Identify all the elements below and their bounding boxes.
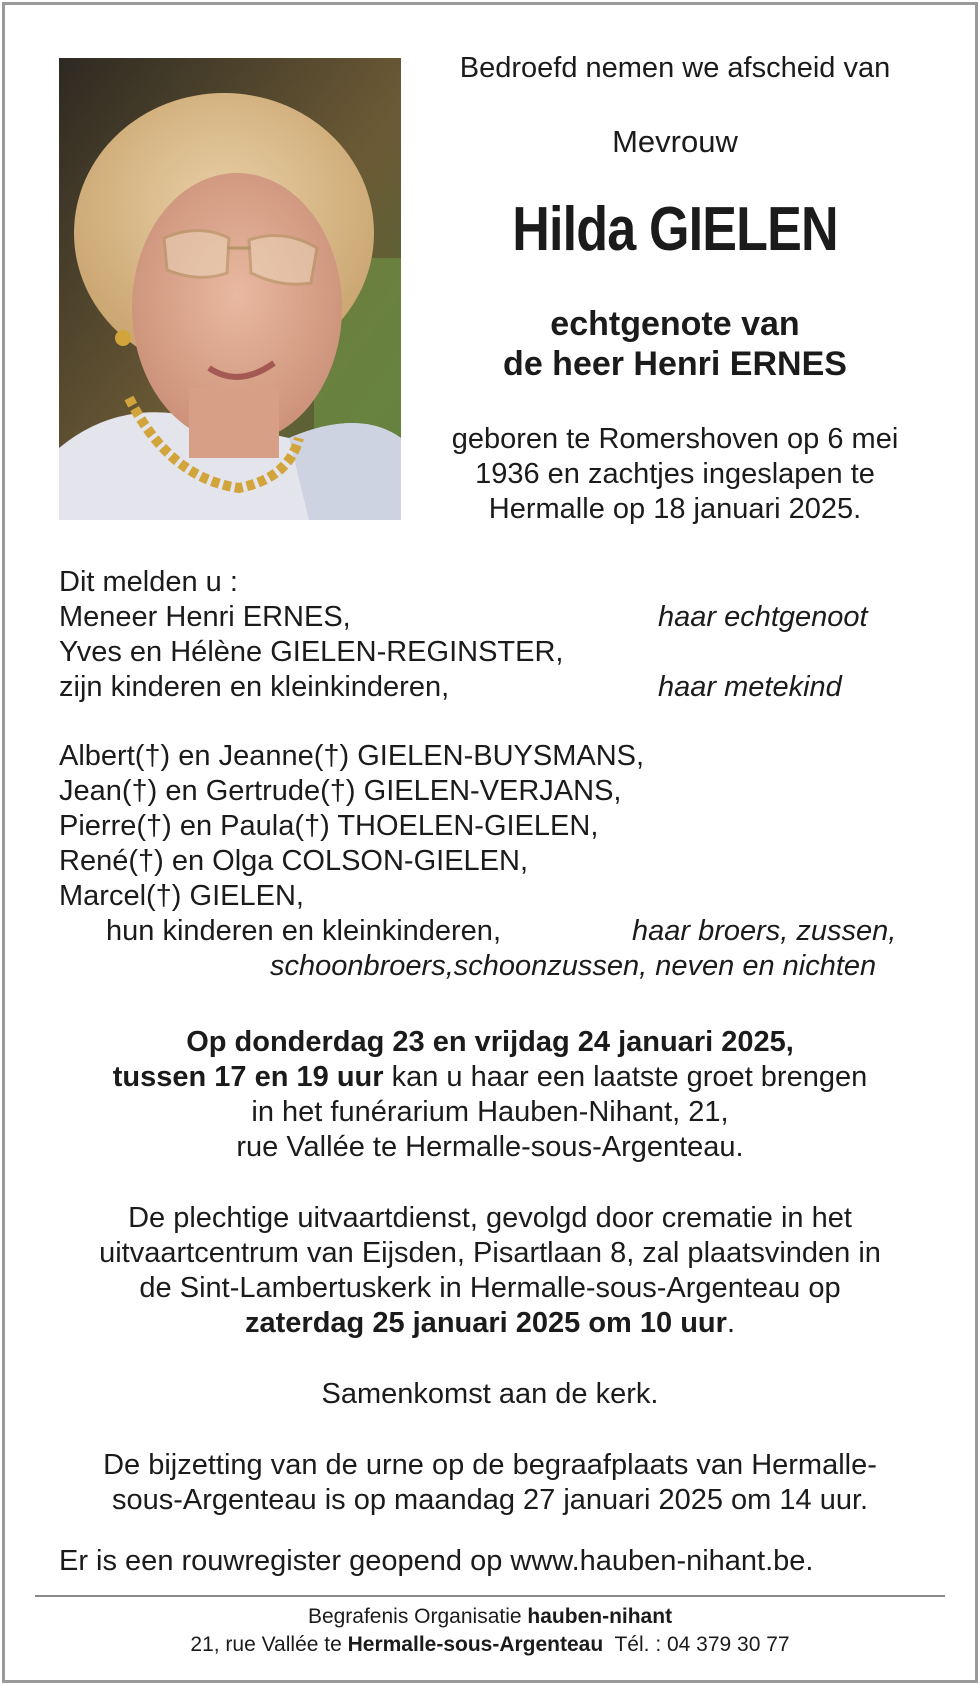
sibling-line: Albert(†) en Jeanne(†) GIELEN-BUYSMANS,	[59, 740, 645, 772]
sibling-line: Marcel(†) GIELEN,	[59, 880, 304, 912]
register-text: Er is een rouwregister geopend op www.hauben-nihant.be.	[59, 1545, 814, 1577]
footer-phone: Tél. : 04 379 30 77	[603, 1633, 790, 1656]
siblings-role-line-2: schoonbroers,schoonzussen, neven en nichten	[270, 950, 877, 982]
viewing-line-2-rest: kan u haar een laatste groet brengen	[383, 1061, 868, 1093]
honorific: Mevrouw	[612, 124, 738, 159]
viewing-line-3: in het funérarium Hauben-Nihant, 21,	[251, 1096, 729, 1128]
spouse-line-2: de heer Henri ERNES	[503, 345, 847, 383]
viewing-time: tussen 17 en 19 uur	[112, 1061, 384, 1093]
mourner-godchild-children: zijn kinderen en kleinkinderen,	[59, 671, 450, 703]
service-line-1: De plechtige uitvaartdienst, gevolgd door crematie in het	[128, 1202, 852, 1234]
sibling-line: Jean(†) en Gertrude(†) GIELEN-VERJANS,	[59, 775, 622, 807]
spouse-info	[410, 304, 940, 384]
service-line-2: uitvaartcentrum van Eijsden, Pisartlaan 8, zal plaatsvinden in	[99, 1237, 881, 1269]
footer-organisation	[40, 1605, 940, 1629]
footer-divider	[35, 1595, 945, 1597]
mourner-husband-role: haar echtgenoot	[658, 601, 868, 633]
spouse-line-1: echtgenote van	[550, 305, 800, 343]
siblings-children: hun kinderen en kleinkinderen,	[106, 915, 501, 947]
mourner-husband: Meneer Henri ERNES,	[59, 601, 351, 633]
burial-line-2: sous-Argenteau is op maandag 27 januari 2025 om 14 uur.	[111, 1484, 869, 1516]
service-line-3: de Sint-Lambertuskerk in Hermalle-sous-Argenteau op	[139, 1272, 841, 1304]
footer-org-name: hauben-nihant	[527, 1605, 673, 1628]
service-date-suffix: .	[726, 1307, 735, 1339]
deceased-name: Hilda GIELEN	[512, 195, 838, 264]
intro-text: Bedroefd nemen we afscheid van	[459, 52, 891, 84]
mourner-godchild: Yves en Hélène GIELEN-REGINSTER,	[59, 636, 564, 668]
service-date: zaterdag 25 januari 2025 om 10 uur	[245, 1307, 727, 1339]
birth-line-3: Hermalle op 18 januari 2025.	[488, 493, 862, 525]
viewing-info	[40, 1025, 940, 1165]
gathering-text: Samenkomst aan de kerk.	[321, 1378, 659, 1410]
footer-address	[40, 1633, 940, 1657]
sibling-line: René(†) en Olga COLSON-GIELEN,	[59, 845, 529, 877]
viewing-line-2	[40, 1060, 940, 1095]
mourner-godchild-role: haar metekind	[658, 671, 842, 703]
viewing-dates: Op donderdag 23 en vrijdag 24 januari 2025,	[186, 1026, 794, 1058]
burial-line-1: De bijzetting van de urne op de begraafplaats van Hermalle-	[103, 1449, 877, 1481]
footer-org-prefix: Begrafenis Organisatie	[307, 1605, 528, 1628]
footer-town: Hermalle-sous-Argenteau	[347, 1633, 604, 1656]
mourners-intro: Dit melden u :	[59, 566, 238, 598]
portrait-icon	[59, 58, 401, 520]
birth-death-info	[410, 422, 940, 527]
viewing-line-4: rue Vallée te Hermalle-sous-Argenteau.	[236, 1131, 744, 1163]
birth-line-2: 1936 en zachtjes ingeslapen te	[475, 458, 875, 490]
sibling-line: Pierre(†) en Paula(†) THOELEN-GIELEN,	[59, 810, 599, 842]
service-line-4	[40, 1306, 940, 1341]
birth-line-1: geboren te Romershoven op 6 mei	[451, 423, 899, 455]
portrait-photo	[59, 58, 401, 520]
service-info	[40, 1201, 940, 1341]
siblings-role-line-1: haar broers, zussen,	[632, 915, 897, 947]
burial-info	[40, 1448, 940, 1518]
footer-address-prefix: 21, rue Vallée te	[190, 1633, 348, 1656]
